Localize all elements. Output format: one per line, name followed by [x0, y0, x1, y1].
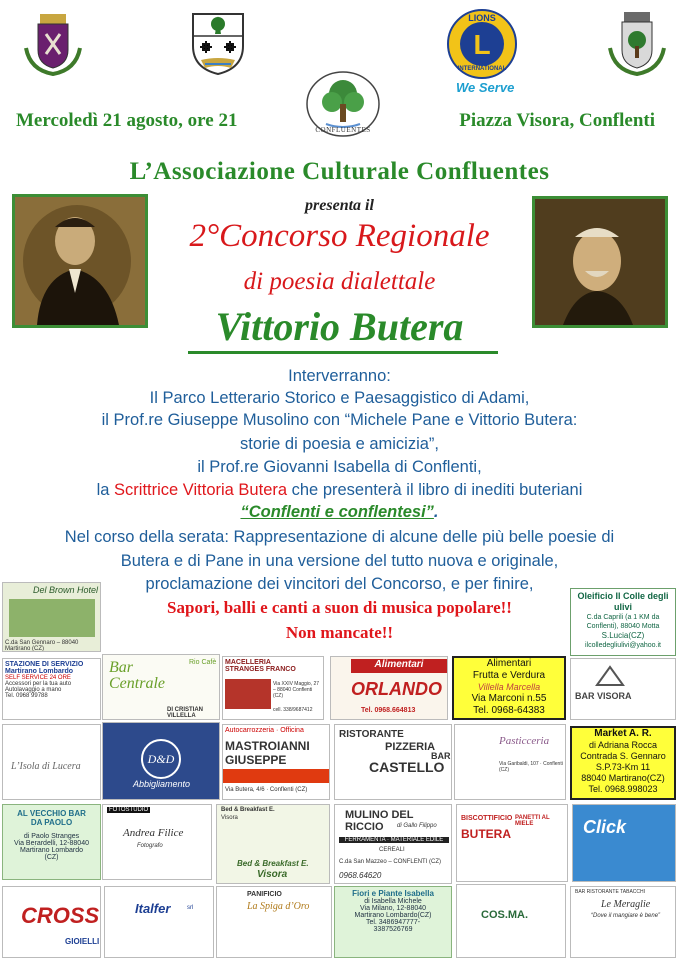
colle-addr1: C.da Caprili (a 1 KM da Conflenti), 88040 Motta	[586, 614, 660, 630]
fiori-l3: Via Milano, 12-88040	[359, 905, 427, 912]
macelleria-tel: cell. 338/9687412	[273, 707, 313, 713]
program-line-1: Il Parco Letterario Storico e Paesaggistico di Adami,	[149, 389, 530, 407]
title-underline	[188, 351, 498, 354]
ad-market-ar	[570, 726, 676, 800]
pasticceria-sub: Via Garibaldi, 107 · Conflenti (CZ)	[499, 761, 563, 773]
evening-line-3: proclamazione dei vincitori del Concorso, e per finire,	[145, 575, 534, 593]
filice-sub: Fotografo	[137, 843, 163, 849]
meraglie-head: BAR RISTORANTE TABACCHI	[575, 889, 646, 895]
vecchio-l2: DA PAOLO	[30, 818, 73, 827]
fiori-l2: di Isabella Michele	[364, 898, 422, 905]
villella-l1: Alimentari	[486, 658, 532, 669]
panificio-sub: La Spiga d’Oro	[247, 901, 310, 912]
macelleria-photo	[225, 679, 271, 709]
bar-centrale-name2: Centrale	[109, 675, 165, 692]
calabria-region-shield-icon	[183, 8, 253, 78]
colle-name: Oleificio Il Colle degli ulivi	[577, 591, 669, 612]
italfer-sub: srl	[187, 905, 194, 911]
market-l4: S.P.73-Km 11	[595, 762, 651, 772]
confluentes-logo-text: CONFLUENTES	[315, 126, 371, 134]
mulino-name: MULINO DEL RICCIO	[345, 809, 414, 833]
ad-bar-centrale	[102, 654, 220, 720]
colle-addr2: S.Lucia(CZ)	[601, 631, 645, 640]
stazione-name: STAZIONE DI SERVIZIO	[5, 661, 84, 668]
mulino-addr: C.da San Mazzeo – CONFLENTI (CZ)	[339, 859, 442, 865]
macelleria-name: MACELLERIA	[225, 659, 271, 666]
bisc-l2: BUTERA	[461, 827, 511, 841]
ad-orlando	[330, 656, 448, 720]
isola-name: L’Isola di Lucera	[11, 761, 81, 772]
fiori-l5: Tel. 3486947777-	[365, 919, 421, 926]
filice-head: FOTOSTUDIO	[109, 807, 149, 813]
villella-l4: Via Marconi n.55	[471, 693, 547, 704]
event-date: Mercoledì 21 agosto, ore 21	[16, 110, 238, 131]
market-l6: Tel. 0968.998023	[588, 784, 658, 794]
click-name: Click	[583, 817, 627, 837]
ad-bb-visora	[216, 804, 330, 884]
lions-letter: L	[473, 29, 491, 60]
dd-sub: Abbigliamento	[133, 779, 191, 789]
vecchio-l4: Via Berardelli, 12-88040	[14, 840, 89, 847]
ad-isola	[2, 724, 101, 800]
bar-centrale-name1: Bar	[109, 659, 133, 676]
ad-pasticceria	[454, 724, 566, 800]
ad-italfer	[104, 886, 214, 958]
hotel-photo	[9, 599, 95, 637]
event-place: Piazza Visora, Conflenti	[459, 110, 655, 131]
program-writer-line	[0, 480, 679, 501]
writer-suffix: che presenterà il libro di inediti buteriani	[287, 481, 583, 499]
cross-name: CROSS	[21, 903, 100, 928]
ad-fiori	[334, 886, 452, 958]
book-title: “Conflenti e conflentesi”	[240, 503, 434, 521]
ad-biscottificio	[456, 804, 568, 882]
fiori-l1: Fiori e Piante Isabella	[352, 889, 434, 898]
bb-line3: Bed & Breakfast E.	[237, 859, 309, 868]
contest-subtitle: di poesia dialettale	[243, 268, 436, 295]
ad-villella	[452, 656, 566, 720]
ad-colle-ulivi	[570, 588, 676, 656]
mastroianni-name2: GIUSEPPE	[225, 753, 287, 767]
mulino-tel: 0968.64620	[339, 871, 382, 880]
stazione-loc: Martirano Lombardo	[5, 668, 74, 675]
villella-l2: Frutta e Verdura	[472, 670, 546, 681]
writer-name: Scrittrice Vittoria Butera	[114, 481, 288, 499]
stazione-lav: Autolavaggio a mano	[5, 687, 62, 693]
mastroianni-head: Autocarrozzeria · Officina	[225, 727, 304, 734]
vecchio-l3: di Paolo Stranges	[23, 833, 80, 840]
mulino-l4: CEREALI	[379, 847, 405, 853]
program-heading: Interverranno:	[288, 367, 391, 385]
orlando-head: Alimentari	[351, 659, 447, 673]
ad-mulino	[334, 804, 452, 884]
bb-sub: Visora	[221, 815, 238, 821]
bb-name: Bed & Breakfast E.	[221, 807, 275, 813]
market-l5: 88040 Martirano(CZ)	[581, 773, 665, 783]
confluentes-logo	[304, 70, 382, 150]
macelleria-addr: Via XXIV Maggio, 27 – 88040 Conflenti (CZ)	[273, 681, 320, 699]
ad-panificio	[216, 886, 332, 958]
ad-macelleria	[222, 656, 324, 720]
market-l1: Market A. R.	[594, 728, 652, 739]
bar-centrale-owner: DI CRISTIAN VILLELLA	[167, 707, 203, 719]
cosma-name: COS.MA.	[481, 909, 529, 921]
macelleria-brand: STRANGES FRANCO	[225, 666, 296, 673]
market-l3: Contrada S. Gennaro	[580, 751, 666, 761]
poet-name: Vittorio Butera	[215, 304, 464, 349]
castello-l4: CASTELLO	[369, 759, 445, 775]
mulino-l3: FERRAMENTA · MATERIALE EDILE	[339, 837, 449, 843]
meraglie-sub: “Dove il mangiare è bene”	[591, 913, 661, 919]
filice-name: Andrea Filice	[123, 827, 184, 839]
italfer-name: Italfer	[135, 901, 171, 916]
final-line: Non mancate!!	[285, 623, 394, 642]
ad-filice	[102, 804, 212, 880]
meraglie-name: Le Meraglie	[601, 899, 651, 910]
ad-hotel	[2, 582, 101, 652]
vecchio-l6: (CZ)	[44, 854, 59, 861]
hotel-loc: C.da San Gennaro – 88040 Martirano (CZ)	[5, 640, 79, 652]
ad-click	[572, 804, 676, 882]
mulino-sub: di Gallo Filippo	[397, 823, 437, 829]
closing-line: Sapori, balli e canti a suon di musica popolare!!	[167, 598, 512, 617]
program-book-line	[0, 502, 679, 523]
writer-prefix: la	[96, 481, 115, 499]
ad-castello	[334, 724, 452, 800]
ad-dd	[102, 722, 220, 800]
lions-logo	[446, 8, 518, 98]
dd-name: D&D	[141, 739, 181, 779]
ad-cross	[2, 886, 101, 958]
evening-line-1: Nel corso della serata: Rappresentazione di alcune delle più belle poesie di	[64, 528, 615, 546]
stazione-tel: Tel. 0968 99788	[5, 693, 48, 699]
lions-motto: We Serve	[456, 80, 515, 95]
evening-line-2: Butera e di Pane in una versione del tutto nuova e originale,	[120, 552, 559, 570]
market-l2: di Adriana Rocca	[588, 740, 658, 750]
program-line-2: il Prof.re Giuseppe Musolino con “Michele Pane e Vittorio Butera:	[101, 411, 578, 429]
orlando-name: ORLANDO	[351, 679, 442, 699]
mastroianni-addr: Via Butera, 4/6 · Conflenti (CZ)	[225, 787, 308, 793]
vecchio-l5: Martirano Lombardo	[19, 847, 84, 854]
hotel-name: Del Brown Hotel	[33, 585, 99, 595]
coat-of-arms-conflenti-icon	[602, 8, 672, 78]
fiori-l4: Martirano Lombardo(CZ)	[354, 912, 432, 919]
presents-text: presenta il	[305, 197, 374, 214]
mastroianni-band	[223, 769, 330, 783]
coat-of-arms-martirano-icon	[18, 8, 88, 78]
ad-mastroianni	[222, 724, 330, 800]
castello-l3: BAR	[431, 751, 451, 761]
pasticceria-name: Pasticceria	[499, 735, 550, 747]
stazione-acc: Accessori per la tua auto	[5, 681, 72, 687]
ad-vecchio-bar	[2, 804, 101, 880]
villella-l3: Villella Marcella	[477, 682, 541, 692]
book-end: .	[433, 503, 439, 521]
bar-visora-name: BAR VISORA	[575, 691, 632, 701]
ad-stazione	[2, 658, 101, 720]
ad-bar-visora	[570, 658, 676, 720]
fiori-l6: 3387526769	[373, 926, 413, 933]
contest-title: 2°Concorso Regionale	[189, 218, 490, 254]
program-line-3: storie di poesia e amicizia”,	[240, 435, 439, 453]
association-title: L’Associazione Culturale Confluentes	[129, 158, 550, 185]
bisc-l3: PANETTI AL MIELE	[515, 815, 550, 827]
bar-visora-icon	[595, 665, 625, 687]
ad-cosma	[456, 884, 566, 958]
bisc-l1: BISCOTTIFICIO	[461, 815, 513, 822]
bb-line4: Visora	[257, 869, 288, 880]
stazione-self: SELF SERVICE 24 ORE	[5, 675, 71, 681]
orlando-tel: Tel. 0968.664813	[361, 707, 416, 714]
castello-l2: PIZZERIA	[385, 741, 436, 753]
castello-l1: RISTORANTE	[339, 729, 404, 740]
program-line-4: il Prof.re Giovanni Isabella di Conflenti,	[197, 458, 482, 476]
vecchio-l1: AL VECCHIO BAR	[17, 809, 86, 818]
ad-meraglie	[570, 886, 676, 958]
colle-email: ilcolledegliulivi@yahoo.it	[585, 642, 661, 649]
villella-l5: Tel. 0968-64383	[473, 705, 545, 716]
mastroianni-name1: MASTROIANNI	[225, 739, 310, 753]
lions-top-text: LIONS	[468, 13, 496, 23]
bar-centrale-tag: Rio Cafè	[189, 659, 217, 666]
panificio-name: PANIFICIO	[247, 891, 282, 898]
lions-bottom-text: INTERNATIONAL	[457, 66, 507, 72]
cross-sub: GIOIELLI	[65, 937, 100, 946]
